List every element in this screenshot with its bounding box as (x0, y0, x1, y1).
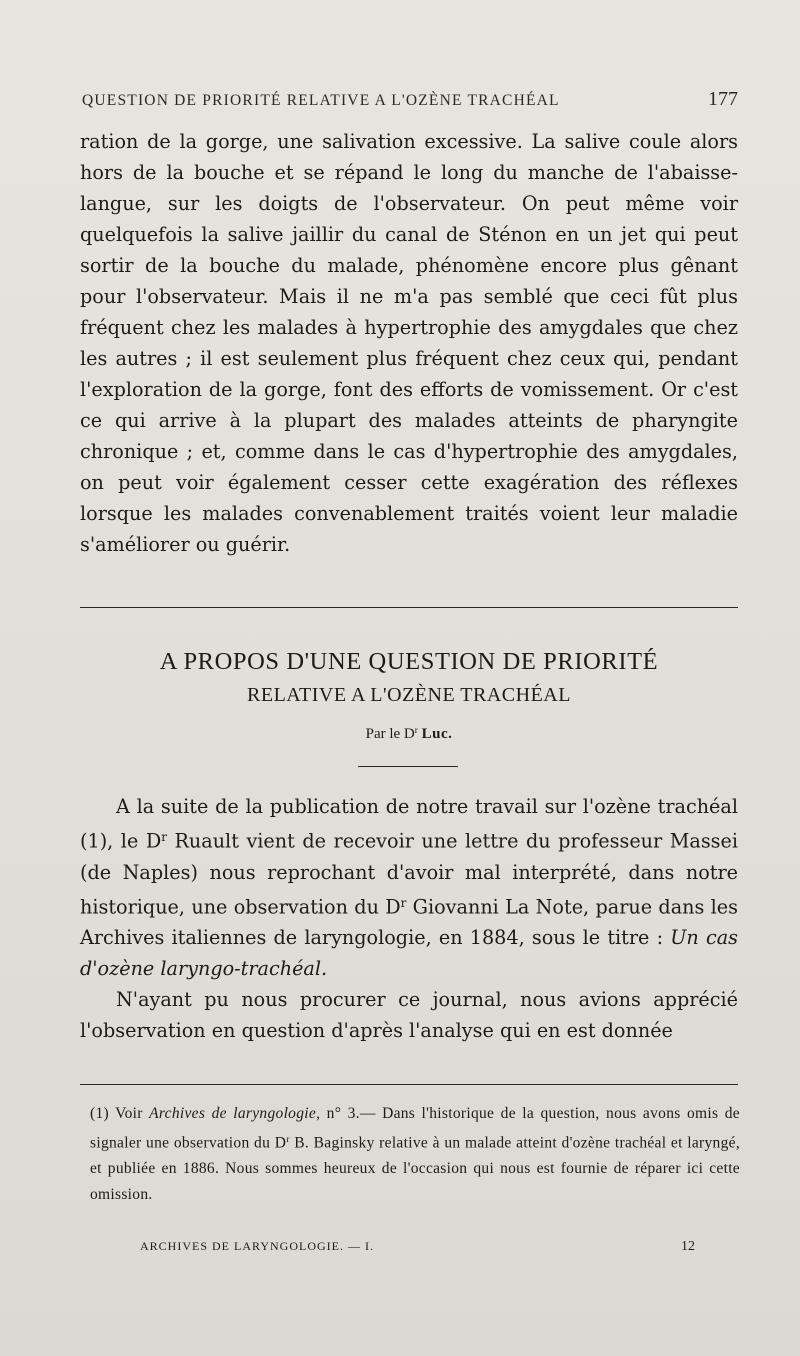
article-subtitle: RELATIVE A L'OZÈNE TRACHÉAL (247, 684, 571, 706)
para1-italic-title: Un cas d'ozène laryngo-trachéal. (80, 926, 738, 981)
para1-text-b: Ruault vient de recevoir une lettre du professeur Massei (de Naples) nous reprochant d'avoir mal interprété, dans notre historique, une observation du D (80, 829, 739, 919)
footnote-italic: Archives de laryngologie, (149, 1105, 321, 1122)
section-divider (80, 607, 738, 608)
para1-text-c: Giovanni La Note, parue dans les Archives italiennes de laryngologie, en 1884, sous le titre : (80, 895, 738, 950)
article-paragraph-2: N'ayant pu nous procurer ce journal, nous avions apprécié l'observation en question d'après l'analyse qui en est donnée (80, 988, 738, 1043)
continued-paragraph-block (80, 126, 738, 560)
para1-sup-2: r (400, 895, 407, 910)
footnote-sup: r (286, 1133, 290, 1145)
footnote-text-a: (1) Voir (90, 1105, 150, 1122)
para1-sup-1: r (161, 830, 167, 844)
footnote (90, 1101, 740, 1207)
running-title: QUESTION DE PRIORITÉ RELATIVE A L'OZÈNE TRACHÉAL (82, 92, 560, 109)
author-prefix: Par le D (365, 726, 415, 743)
page-number: 177 (708, 88, 738, 110)
footnote-text-c: B. Baginsky relative à un malade atteint d'ozène trachéal et laryngé, et publiée en 1886. Nous sommes heureux de l'occasion qui nous est fournie de réparer ici cette omission. (90, 1134, 740, 1203)
running-header (82, 88, 738, 111)
footnote-text-b: n° 3.— Dans l'historique de la question, nous avons omis de signaler une observation du D (90, 1105, 740, 1152)
author-name: Luc. (421, 726, 453, 743)
footnote-divider (80, 1084, 738, 1085)
page-footer (140, 1239, 695, 1255)
title-divider (358, 766, 458, 767)
para1-text-a: A la suite de la publication de notre travail sur l'ozène trachéal (1), le D (80, 795, 738, 853)
article-author (80, 726, 738, 743)
continued-paragraph: ration de la gorge, une salivation excessive. La salive coule alors hors de la bouche et se répand le long du manche de l'abaisse-langue, sur les doigts de l'observateur. On peut même voir quelquefois la salive jaillir du canal de Sténon en un jet qui peut sortir de la bouche du malade, phénomène encore plus gênant pour l'observateur. Mais il ne m'a pas semblé que ceci fût plus fréquent chez les malades à hypertrophie des amygdales que chez les autres ; il est seulement plus fréquent chez ceux qui, pendant l'exploration de la gorge, font des efforts de vomissement. Or c'est ce qui arrive à la plupart des malades atteints de pharyngite chronique ; et, comme dans le cas d'hypertrophie des amygdales, on peut voir également cesser cette exagération des réflexes lorsque les malades convenablement traités voient leur maladie s'améliorer ou guérir. (80, 130, 738, 556)
article-title: A PROPOS D'UNE QUESTION DE PRIORITÉ (159, 648, 659, 675)
article-body (80, 791, 738, 1046)
footer-journal: ARCHIVES DE LARYNGOLOGIE. — I. (140, 1239, 374, 1253)
article-paragraph-1 (80, 791, 738, 984)
footer-signature: 12 (681, 1239, 695, 1254)
author-sup: r (414, 726, 418, 736)
